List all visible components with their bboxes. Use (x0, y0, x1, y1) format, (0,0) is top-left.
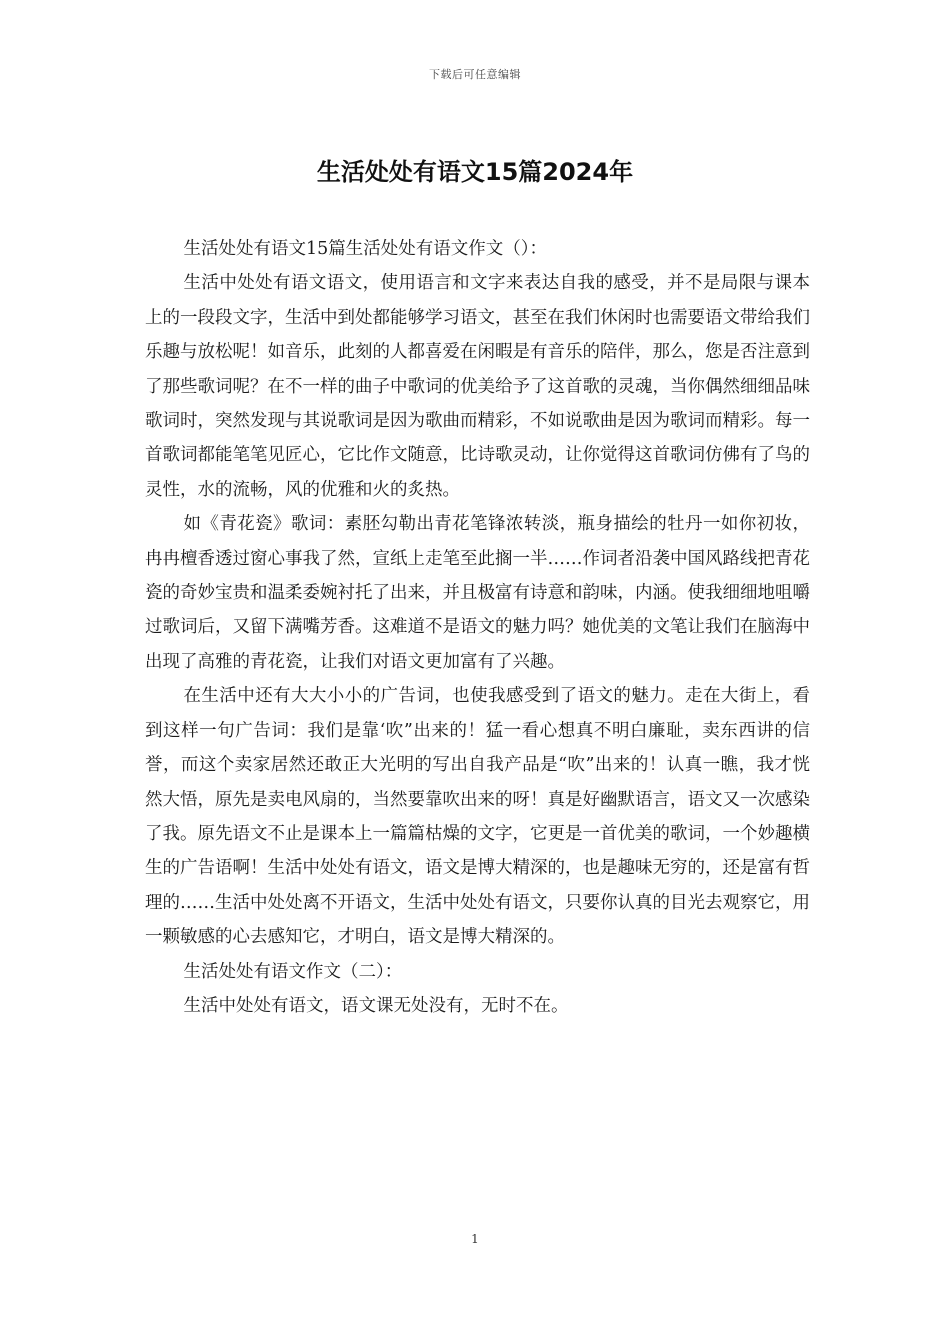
paragraph-advertising: 在生活中还有大大小小的广告词，也使我感受到了语文的魅力。走在大街上，看到这样一句广告词：我们是靠‘吹”出来的！猛一看心想真不明白廉耻，卖东西讲的信誉，而这个卖家居然还敢正大光明的写出自我产品是“吹”出来的！认真一瞧，我才恍然大悟，原先是卖电风扇的，当然要靠吹出来的呀！真是好幽默语言，语文又一次感染了我。原先语文不止是课本上一篇篇枯燥的文字，它更是一首优美的歌词，一个妙趣横生的广告语啊！生活中处处有语文，语文是博大精深的，也是趣味无穷的，还是富有哲理的……生活中处处离不开语文，生活中处处有语文，只要你认真的目光去观察它，用一颗敏感的心去感知它，才明白，语文是博大精深的。 (145, 686, 810, 948)
document-title: 生活处处有语文15篇2024年 (316, 158, 634, 186)
paragraph-essay-two-start: 生活中处处有语文，语文课无处没有，无时不在。 (183, 995, 569, 1016)
header-note: 下载后可任意编辑 (429, 68, 521, 81)
paragraph-lyrics-intro: 生活中处处有语文语文，使用语言和文字来表达自我的感受，并不是局限与课本上的一段段文字，生活中到处都能够学习语文，甚至在我们休闲时也需要语文带给我们乐趣与放松呢！如音乐，此刻的人都喜爱在闲暇是有音乐的陪伴，那么，您是否注意到了那些歌词呢？在不一样的曲子中歌词的优美给予了这首歌的灵魂，当你偶然细细品味歌词时，突然发现与其说歌词是因为歌曲而精彩，不如说歌曲是因为歌词而精彩。每一首歌词都能笔笔见匠心，它比作文随意，比诗歌灵动，让你觉得这首歌词仿佛有了鸟的灵性，水的流畅，风的优雅和火的炙热。 (145, 273, 810, 500)
paragraph-qinghuaci: 如《青花瓷》歌词：素胚勾勒出青花笔锋浓转淡，瓶身描绘的牡丹一如你初妆，冉冉檀香透过窗心事我了然，宣纸上走笔至此搁一半……作词者沿袭中国风路线把青花瓷的奇妙宝贵和温柔委婉衬托了出来，并且极富有诗意和韵味，内涵。使我细细地咀嚼过歌词后，又留下满嘴芳香。这难道不是语文的魅力吗？她优美的文笔让我们在脑海中出现了高雅的青花瓷，让我们对语文更加富有了兴趣。 (145, 514, 810, 672)
paragraph-intro: 生活处处有语文15篇生活处处有语文作文（）： (183, 239, 548, 259)
paragraph-essay-two-heading: 生活处处有语文作文（二）： (183, 961, 403, 982)
document-body (145, 232, 810, 1023)
page-number: 1 (471, 1232, 479, 1246)
